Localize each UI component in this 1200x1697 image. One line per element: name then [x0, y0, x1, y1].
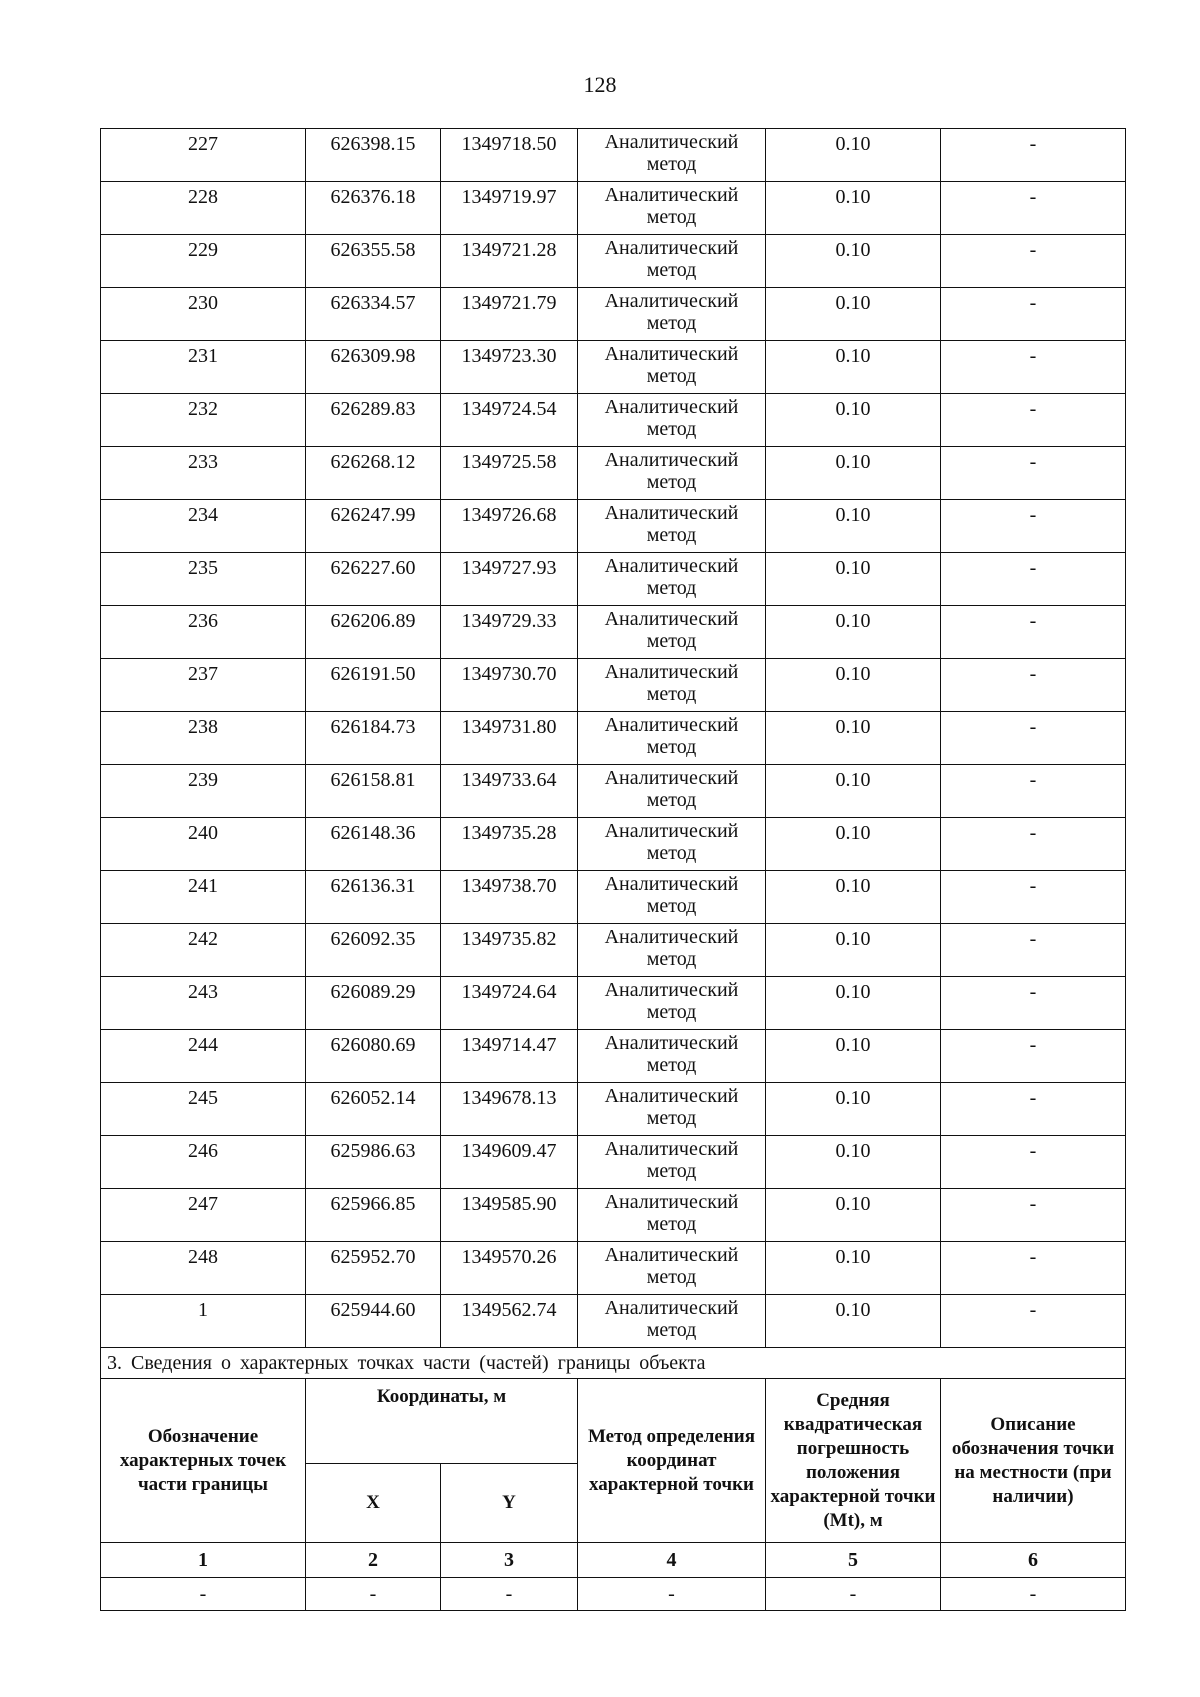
- y-coordinate-cell: 1349721.28: [441, 235, 578, 288]
- mt-cell: 0.10: [766, 447, 941, 500]
- description-cell: -: [941, 288, 1126, 341]
- description-cell: -: [941, 659, 1126, 712]
- header-designation: Обозначение характерных точек части границы: [101, 1379, 306, 1543]
- description-cell: -: [941, 1083, 1126, 1136]
- method-cell: Аналитический метод: [578, 182, 766, 235]
- mt-cell: 0.10: [766, 500, 941, 553]
- y-coordinate-cell: 1349724.54: [441, 394, 578, 447]
- x-coordinate-cell: 626052.14: [306, 1083, 441, 1136]
- coordinates-table: [100, 128, 1126, 1611]
- mt-cell: 0.10: [766, 659, 941, 712]
- point-number-cell: 236: [101, 606, 306, 659]
- y-coordinate-cell: 1349738.70: [441, 871, 578, 924]
- description-cell: -: [941, 1030, 1126, 1083]
- section3-empty-row: [101, 1578, 1126, 1611]
- table-row: [101, 659, 1126, 712]
- table-row: [101, 1295, 1126, 1348]
- point-number-cell: 235: [101, 553, 306, 606]
- x-coordinate-cell: 625966.85: [306, 1189, 441, 1242]
- y-coordinate-cell: 1349678.13: [441, 1083, 578, 1136]
- column-number: 6: [941, 1543, 1126, 1578]
- method-cell: Аналитический метод: [578, 1242, 766, 1295]
- x-coordinate-cell: 625944.60: [306, 1295, 441, 1348]
- table-row: [101, 182, 1126, 235]
- empty-cell: -: [941, 1578, 1126, 1611]
- mt-cell: 0.10: [766, 1136, 941, 1189]
- x-coordinate-cell: 626191.50: [306, 659, 441, 712]
- point-number-cell: 246: [101, 1136, 306, 1189]
- point-number-cell: 234: [101, 500, 306, 553]
- method-cell: Аналитический метод: [578, 659, 766, 712]
- x-coordinate-cell: 626355.58: [306, 235, 441, 288]
- point-number-cell: 230: [101, 288, 306, 341]
- point-number-cell: 248: [101, 1242, 306, 1295]
- table-row: [101, 129, 1126, 182]
- y-coordinate-cell: 1349733.64: [441, 765, 578, 818]
- column-number: 5: [766, 1543, 941, 1578]
- point-number-cell: 244: [101, 1030, 306, 1083]
- y-coordinate-cell: 1349585.90: [441, 1189, 578, 1242]
- table-row: [101, 394, 1126, 447]
- point-number-cell: 247: [101, 1189, 306, 1242]
- method-cell: Аналитический метод: [578, 712, 766, 765]
- point-number-cell: 242: [101, 924, 306, 977]
- table-row: [101, 235, 1126, 288]
- x-coordinate-cell: 626227.60: [306, 553, 441, 606]
- description-cell: -: [941, 818, 1126, 871]
- mt-cell: 0.10: [766, 1295, 941, 1348]
- x-coordinate-cell: 626136.31: [306, 871, 441, 924]
- header-mt: Средняя квадратическая погрешность положения характерной точки (Mt), м: [766, 1379, 941, 1543]
- y-coordinate-cell: 1349730.70: [441, 659, 578, 712]
- mt-cell: 0.10: [766, 871, 941, 924]
- table-row: [101, 1083, 1126, 1136]
- method-cell: Аналитический метод: [578, 924, 766, 977]
- description-cell: -: [941, 235, 1126, 288]
- point-number-cell: 239: [101, 765, 306, 818]
- mt-cell: 0.10: [766, 977, 941, 1030]
- description-cell: -: [941, 871, 1126, 924]
- point-number-cell: 231: [101, 341, 306, 394]
- mt-cell: 0.10: [766, 924, 941, 977]
- table-row: [101, 977, 1126, 1030]
- method-cell: Аналитический метод: [578, 553, 766, 606]
- mt-cell: 0.10: [766, 712, 941, 765]
- y-coordinate-cell: 1349727.93: [441, 553, 578, 606]
- table-row: [101, 447, 1126, 500]
- description-cell: -: [941, 1189, 1126, 1242]
- method-cell: Аналитический метод: [578, 765, 766, 818]
- x-coordinate-cell: 626148.36: [306, 818, 441, 871]
- method-cell: Аналитический метод: [578, 977, 766, 1030]
- point-number-cell: 245: [101, 1083, 306, 1136]
- x-coordinate-cell: 626158.81: [306, 765, 441, 818]
- table-row: [101, 818, 1126, 871]
- description-cell: -: [941, 1295, 1126, 1348]
- x-coordinate-cell: 626334.57: [306, 288, 441, 341]
- page-number: 128: [583, 72, 617, 97]
- y-coordinate-cell: 1349718.50: [441, 129, 578, 182]
- mt-cell: 0.10: [766, 1083, 941, 1136]
- table-row: [101, 1189, 1126, 1242]
- point-number-cell: 232: [101, 394, 306, 447]
- table-row: [101, 712, 1126, 765]
- x-coordinate-cell: 626092.35: [306, 924, 441, 977]
- method-cell: Аналитический метод: [578, 500, 766, 553]
- description-cell: -: [941, 447, 1126, 500]
- table-row: [101, 765, 1126, 818]
- point-number-cell: 229: [101, 235, 306, 288]
- y-coordinate-cell: 1349562.74: [441, 1295, 578, 1348]
- y-coordinate-cell: 1349735.28: [441, 818, 578, 871]
- y-coordinate-cell: 1349719.97: [441, 182, 578, 235]
- y-coordinate-cell: 1349724.64: [441, 977, 578, 1030]
- y-coordinate-cell: 1349731.80: [441, 712, 578, 765]
- mt-cell: 0.10: [766, 129, 941, 182]
- x-coordinate-cell: 625986.63: [306, 1136, 441, 1189]
- description-cell: -: [941, 606, 1126, 659]
- description-cell: -: [941, 500, 1126, 553]
- x-coordinate-cell: 626309.98: [306, 341, 441, 394]
- empty-cell: -: [441, 1578, 578, 1611]
- column-numbers-row: [101, 1543, 1126, 1578]
- description-cell: -: [941, 182, 1126, 235]
- method-cell: Аналитический метод: [578, 818, 766, 871]
- mt-cell: 0.10: [766, 1189, 941, 1242]
- header-y: Y: [441, 1464, 578, 1543]
- method-cell: Аналитический метод: [578, 1083, 766, 1136]
- point-number-cell: 241: [101, 871, 306, 924]
- method-cell: Аналитический метод: [578, 606, 766, 659]
- point-number-cell: 238: [101, 712, 306, 765]
- y-coordinate-cell: 1349609.47: [441, 1136, 578, 1189]
- x-coordinate-cell: 626268.12: [306, 447, 441, 500]
- x-coordinate-cell: 626376.18: [306, 182, 441, 235]
- method-cell: Аналитический метод: [578, 447, 766, 500]
- empty-cell: -: [306, 1578, 441, 1611]
- method-cell: Аналитический метод: [578, 871, 766, 924]
- coordinates-table-body: [101, 129, 1126, 1348]
- mt-cell: 0.10: [766, 1242, 941, 1295]
- description-cell: -: [941, 1242, 1126, 1295]
- x-coordinate-cell: 626289.83: [306, 394, 441, 447]
- description-cell: -: [941, 712, 1126, 765]
- y-coordinate-cell: 1349729.33: [441, 606, 578, 659]
- table-row: [101, 1030, 1126, 1083]
- table-row: [101, 924, 1126, 977]
- description-cell: -: [941, 129, 1126, 182]
- method-cell: Аналитический метод: [578, 288, 766, 341]
- y-coordinate-cell: 1349725.58: [441, 447, 578, 500]
- method-cell: Аналитический метод: [578, 129, 766, 182]
- description-cell: -: [941, 553, 1126, 606]
- point-number-cell: 240: [101, 818, 306, 871]
- column-number: 2: [306, 1543, 441, 1578]
- method-cell: Аналитический метод: [578, 341, 766, 394]
- method-cell: Аналитический метод: [578, 394, 766, 447]
- description-cell: -: [941, 765, 1126, 818]
- header-method: Метод определения координат характерной точки: [578, 1379, 766, 1543]
- method-cell: Аналитический метод: [578, 1030, 766, 1083]
- table-row: [101, 341, 1126, 394]
- y-coordinate-cell: 1349723.30: [441, 341, 578, 394]
- description-cell: -: [941, 394, 1126, 447]
- y-coordinate-cell: 1349714.47: [441, 1030, 578, 1083]
- header-x: X: [306, 1464, 441, 1543]
- table-row: [101, 288, 1126, 341]
- x-coordinate-cell: 625952.70: [306, 1242, 441, 1295]
- column-number: 4: [578, 1543, 766, 1578]
- y-coordinate-cell: 1349570.26: [441, 1242, 578, 1295]
- mt-cell: 0.10: [766, 341, 941, 394]
- point-number-cell: 227: [101, 129, 306, 182]
- y-coordinate-cell: 1349721.79: [441, 288, 578, 341]
- point-number-cell: 228: [101, 182, 306, 235]
- header-coordinates: Координаты, м: [306, 1379, 578, 1464]
- description-cell: -: [941, 924, 1126, 977]
- mt-cell: 0.10: [766, 235, 941, 288]
- column-number: 1: [101, 1543, 306, 1578]
- description-cell: -: [941, 1136, 1126, 1189]
- mt-cell: 0.10: [766, 818, 941, 871]
- header-description: Описание обозначения точки на местности (при наличии): [941, 1379, 1126, 1543]
- x-coordinate-cell: 626206.89: [306, 606, 441, 659]
- method-cell: Аналитический метод: [578, 1136, 766, 1189]
- empty-cell: -: [101, 1578, 306, 1611]
- mt-cell: 0.10: [766, 394, 941, 447]
- point-number-cell: 243: [101, 977, 306, 1030]
- table-row: [101, 553, 1126, 606]
- table-row: [101, 1136, 1126, 1189]
- method-cell: Аналитический метод: [578, 235, 766, 288]
- section3: [101, 1348, 1126, 1611]
- column-number: 3: [441, 1543, 578, 1578]
- description-cell: -: [941, 341, 1126, 394]
- mt-cell: 0.10: [766, 765, 941, 818]
- x-coordinate-cell: 626080.69: [306, 1030, 441, 1083]
- mt-cell: 0.10: [766, 606, 941, 659]
- point-number-cell: 1: [101, 1295, 306, 1348]
- method-cell: Аналитический метод: [578, 1189, 766, 1242]
- point-number-cell: 237: [101, 659, 306, 712]
- mt-cell: 0.10: [766, 553, 941, 606]
- x-coordinate-cell: 626089.29: [306, 977, 441, 1030]
- mt-cell: 0.10: [766, 288, 941, 341]
- table-row: [101, 606, 1126, 659]
- x-coordinate-cell: 626398.15: [306, 129, 441, 182]
- section3-title: 3. Сведения о характерных точках части (частей) границы объекта: [101, 1348, 1126, 1379]
- empty-cell: -: [766, 1578, 941, 1611]
- table-row: [101, 500, 1126, 553]
- table-row: [101, 1242, 1126, 1295]
- point-number-cell: 233: [101, 447, 306, 500]
- x-coordinate-cell: 626247.99: [306, 500, 441, 553]
- x-coordinate-cell: 626184.73: [306, 712, 441, 765]
- table-row: [101, 871, 1126, 924]
- method-cell: Аналитический метод: [578, 1295, 766, 1348]
- y-coordinate-cell: 1349735.82: [441, 924, 578, 977]
- empty-cell: -: [578, 1578, 766, 1611]
- description-cell: -: [941, 977, 1126, 1030]
- mt-cell: 0.10: [766, 1030, 941, 1083]
- mt-cell: 0.10: [766, 182, 941, 235]
- y-coordinate-cell: 1349726.68: [441, 500, 578, 553]
